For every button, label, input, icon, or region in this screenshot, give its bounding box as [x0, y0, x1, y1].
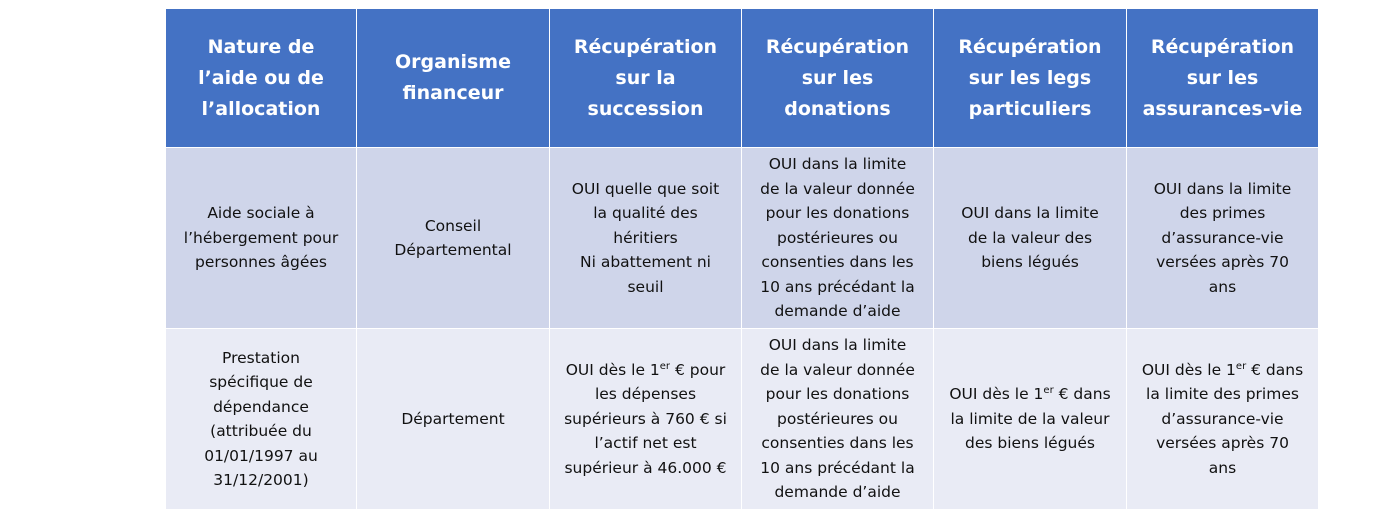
header-organisme: Organisme financeur: [357, 9, 550, 148]
header-succession: Récupération sur la succession: [550, 9, 742, 148]
table-row: [166, 148, 1319, 329]
ordinal-suffix: er: [1235, 360, 1247, 372]
table-row: [166, 329, 1319, 510]
cell-assurances-lead: OUI dès le 1: [1141, 360, 1236, 379]
header-assurances: Récupération sur les assurances-vie: [1127, 9, 1319, 148]
cell-donations: OUI dans la limite de la valeur donnée pour les donations postérieures ou consenties dans les 10 ans précédant la demande d’aide: [742, 329, 934, 510]
ordinal-suffix: er: [1043, 385, 1054, 397]
ordinal-suffix: er: [659, 360, 671, 372]
cell-donations: OUI dans la limite de la valeur donnée pour les donations postérieures ou consenties dans les 10 ans précédant la demande d’aide: [742, 148, 934, 329]
cell-nature: Prestation spécifique de dépendance (attribuée du 01/01/1997 au 31/12/2001): [166, 329, 357, 510]
cell-legs: [934, 329, 1127, 510]
cell-succession: [550, 329, 742, 510]
recovery-table: [165, 8, 1319, 510]
header-legs: Récupération sur les legs particuliers: [934, 9, 1127, 148]
cell-succession-rest: € pour les dépenses supérieurs à 760 € si l’actif net est supérieur à 46.000 €: [564, 360, 727, 477]
cell-legs-rest: € dans la limite de la valeur des biens légués: [950, 385, 1111, 453]
cell-organisme: Département: [357, 329, 550, 510]
cell-succession: OUI quelle que soit la qualité des héritiers Ni abattement ni seuil: [550, 148, 742, 329]
cell-assurances-rest: € dans la limite des primes d’assurance-vie versées après 70 ans: [1146, 360, 1304, 477]
cell-succession-lead: OUI dès le 1: [565, 360, 660, 379]
cell-organisme: Conseil Départemental: [357, 148, 550, 329]
cell-nature: Aide sociale à l’hébergement pour personnes âgées: [166, 148, 357, 329]
header-donations: Récupération sur les donations: [742, 9, 934, 148]
table-header-row: [166, 9, 1319, 148]
header-nature: Nature de l’aide ou de l’allocation: [166, 9, 357, 148]
cell-legs-lead: OUI dès le 1: [949, 385, 1044, 404]
cell-assurances: OUI dans la limite des primes d’assurance-vie versées après 70 ans: [1127, 148, 1319, 329]
cell-assurances: [1127, 329, 1319, 510]
cell-legs: OUI dans la limite de la valeur des biens légués: [934, 148, 1127, 329]
